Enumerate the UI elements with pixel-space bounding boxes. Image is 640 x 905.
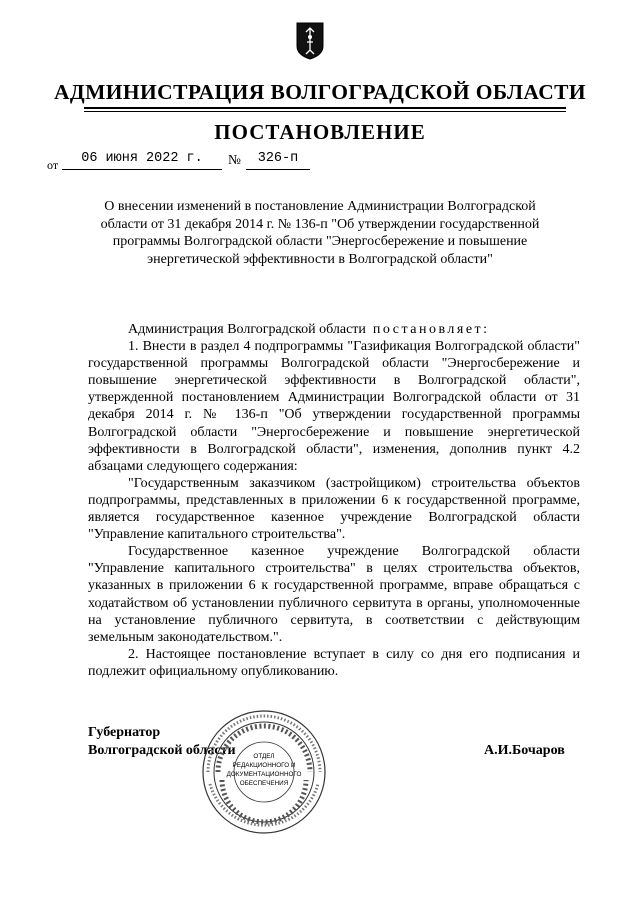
document-date: 06 июня 2022 г. [62, 151, 222, 170]
paragraph-1: 1. Внести в раздел 4 подпрограммы "Газификация Волгоградской области" государственной программы Волгоградской области "Энергосбережение и повышение энергетической эффективности в Волгоградской области", утвержденной постановлением Администрации Волгоградской области от 31 декабря 2014 г. № 136-п "Об утверждении государственной программы Волгоградской области "Энергосбережение и повышение энергетической эффективности в Волгоградской области", изменения, дополнив пункт 4.2 абзацами следующего содержания: [88, 339, 580, 474]
date-prefix: от [47, 158, 59, 172]
signatory-title-line-2: Волгоградской области [88, 743, 236, 758]
number-prefix: № [228, 152, 241, 167]
signatory-name: А.И.Бочаров [484, 743, 565, 758]
document-body [88, 321, 580, 680]
paragraph-3: Государственное казенное учреждение Волгоградской области "Управление капитального строительства" в целях строительства объектов, указанных в приложении 6 к государственной программе, вправе обращаться с ходатайством об установлении публичного сервитута в органы, уполномоченные на установление публичного сервитута, в соответствии с действующим земельным законодательством.". [88, 544, 580, 645]
header-rule-thick [84, 107, 566, 109]
stamp-line-3: ДОКУМЕНТАЦИОННОГО [226, 771, 302, 778]
paragraph-4: 2. Настоящее постановление вступает в силу со дня его подписания и подлежит официальному опубликованию. [88, 646, 580, 679]
intro-spaced-verb: постановляет: [372, 322, 490, 337]
coat-of-arms-emblem-icon [296, 22, 324, 60]
official-stamp [200, 708, 328, 836]
signatory-title-line-1: Губернатор [88, 725, 161, 740]
header-rule-thin [84, 111, 566, 112]
stamp-line-1: ОТДЕЛ [253, 753, 275, 760]
stamp-line-2: РЕДАКЦИОННОГО И [232, 762, 296, 769]
document-number: 326-п [246, 151, 310, 170]
organization-title: АДМИНИСТРАЦИЯ ВОЛГОГРАДСКОЙ ОБЛАСТИ [53, 80, 587, 104]
intro-paragraph [88, 321, 580, 338]
intro-text: Администрация Волгоградской области [128, 322, 366, 337]
document-subject: О внесении изменений в постановление Администрации Волгоградской области от 31 декабря 2014 г. № 136-п "Об утверждении государственной программы Волгоградской области "Энергосбережение и повышение энергетической эффективности в Волгоградской области" [100, 199, 540, 267]
paragraph-2: "Государственным заказчиком (застройщиком) строительства объектов подпрограммы, представленных в приложении 6 к государственной программе, является государственное казенное учреждение Волгоградской области "Управление капитального строительства". [88, 475, 580, 543]
document-type-title: ПОСТАНОВЛЕНИЕ [214, 120, 426, 144]
stamp-line-4: ОБЕСПЕЧЕНИЯ [239, 780, 289, 787]
